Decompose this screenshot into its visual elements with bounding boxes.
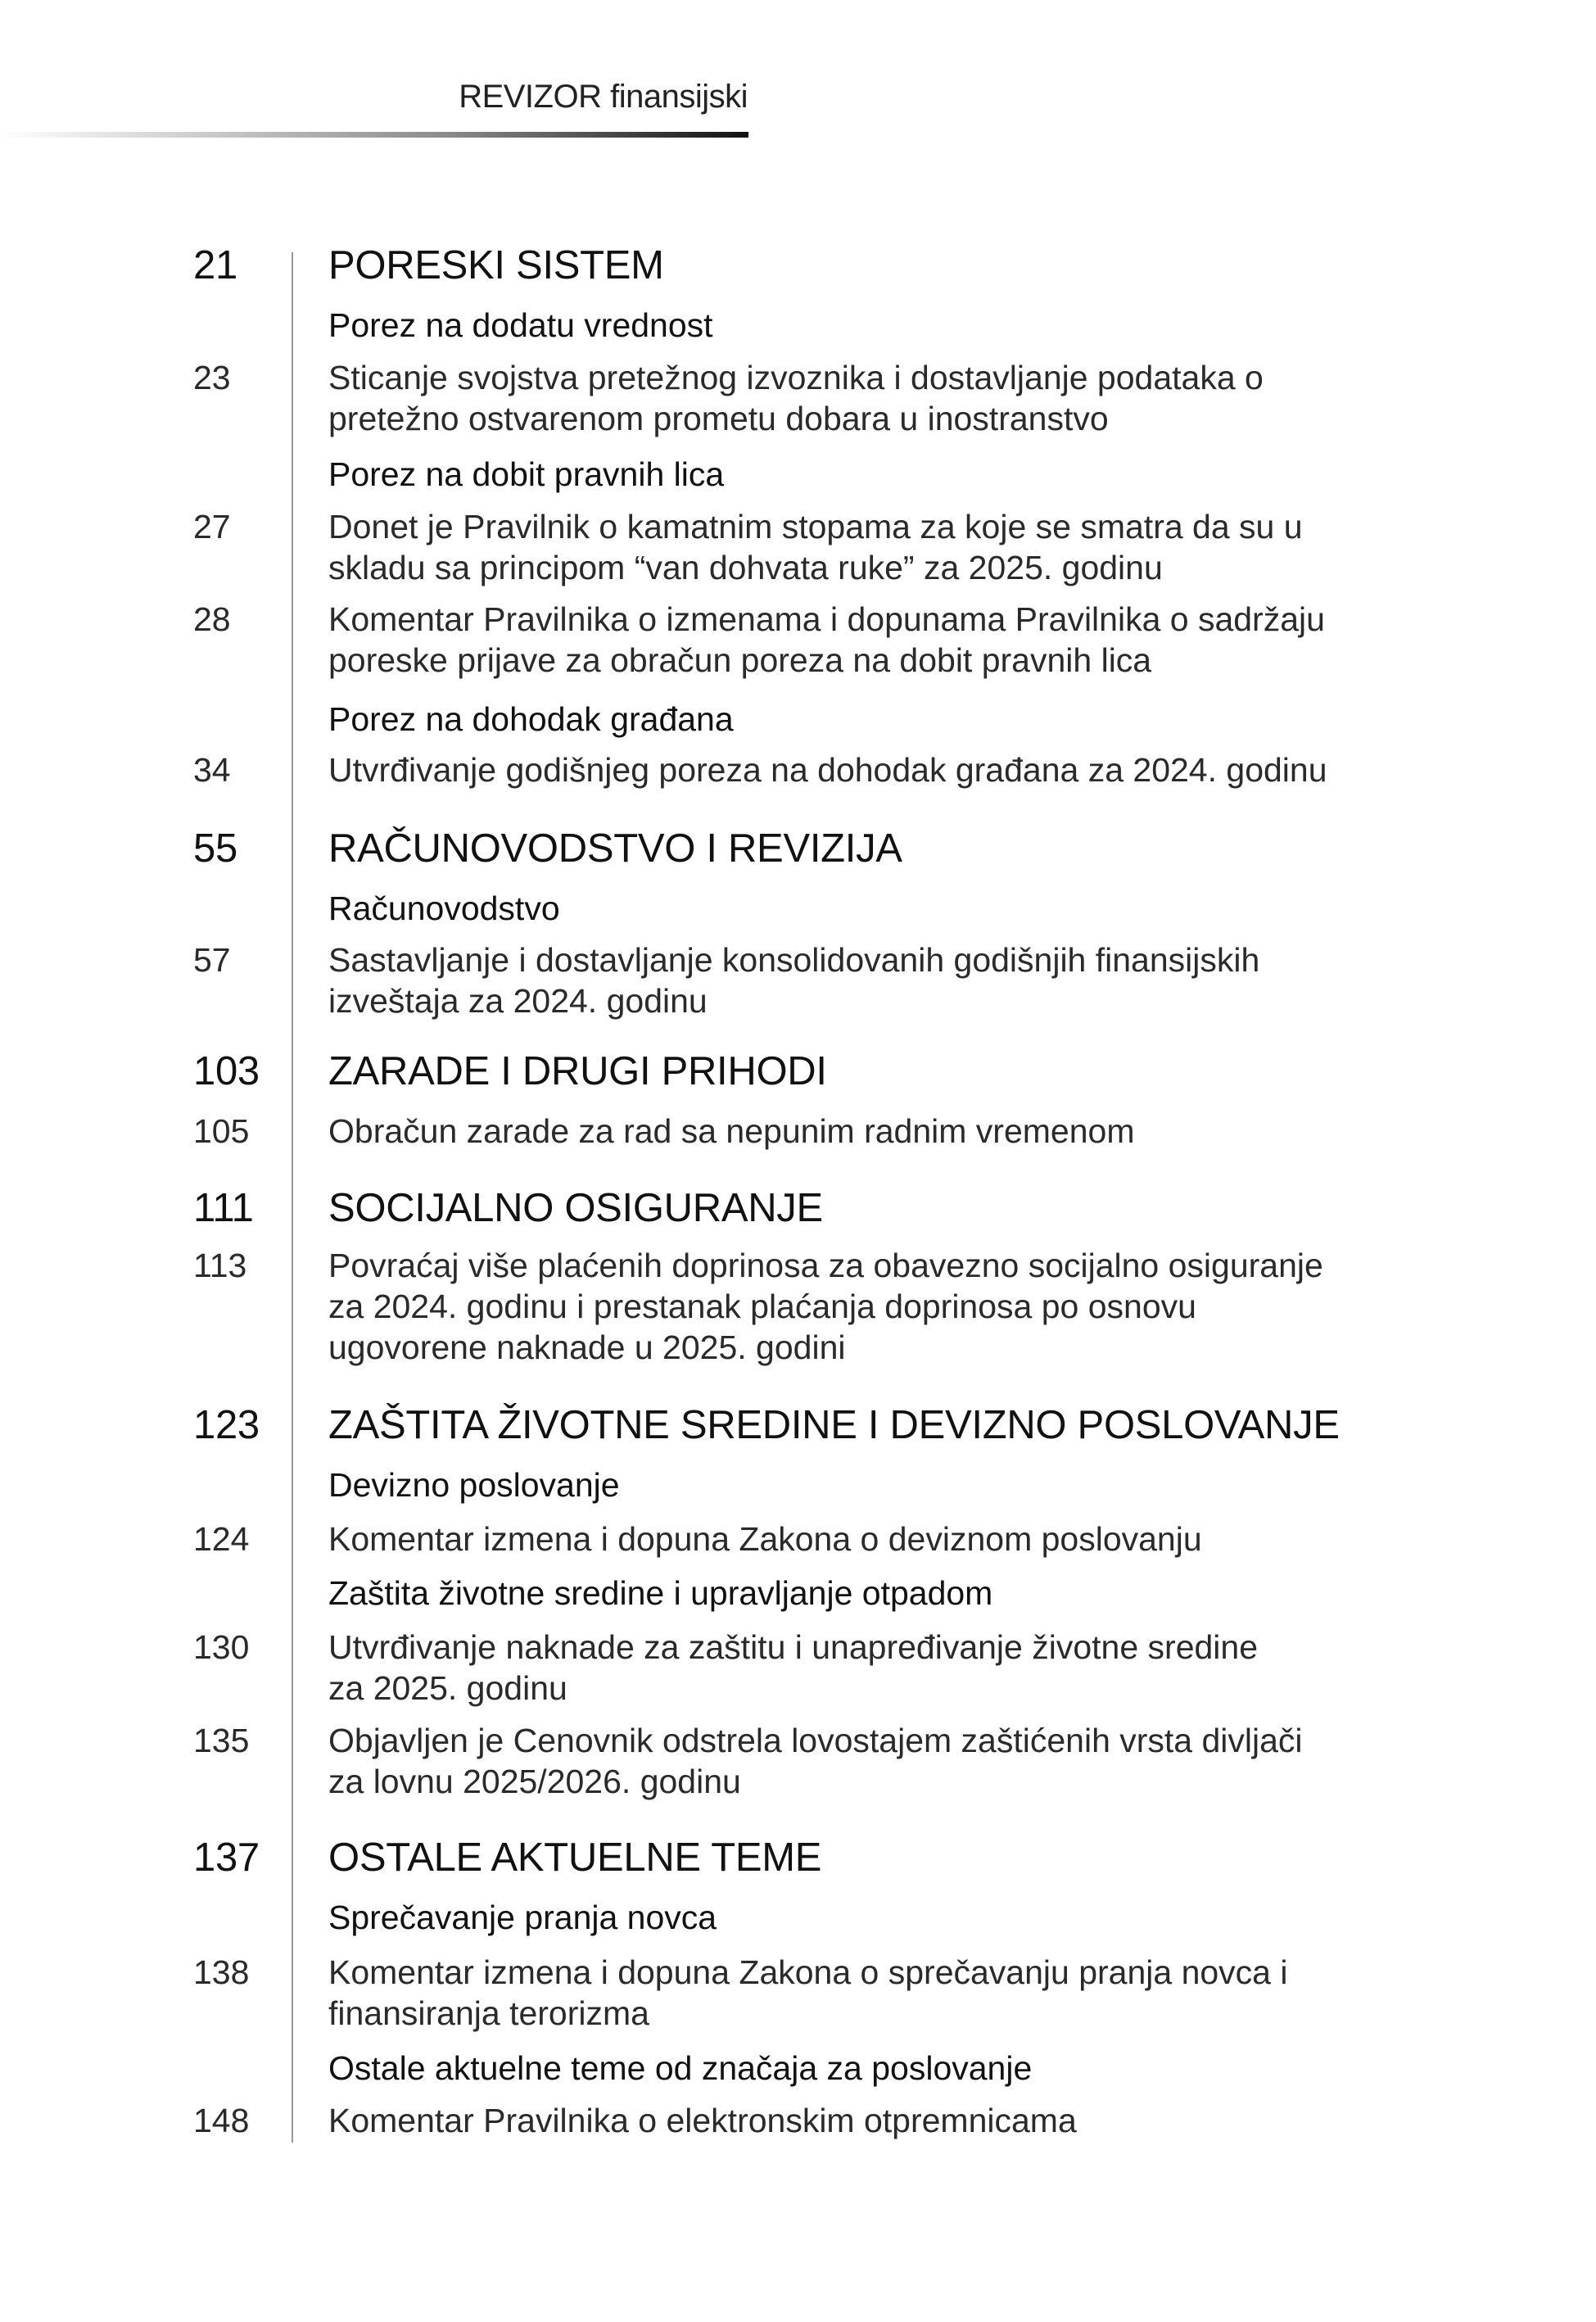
toc-page-number: 28 <box>193 600 231 638</box>
toc-article-line: Obračun zarade za rad sa nepunim radnim vremenom <box>328 1112 1135 1150</box>
toc-article-title <box>328 1952 1409 2034</box>
header-gradient-rule <box>0 132 748 138</box>
toc-subsection-title: Računovodstvo <box>328 889 560 927</box>
toc-page-number: 103 <box>193 1049 260 1093</box>
toc-article-line: ugovorene naknade u 2025. godini <box>328 1328 846 1366</box>
toc-article-line: Komentar izmena i dopuna Zakona o deviznom poslovanju <box>328 1520 1202 1558</box>
toc-article-line: poreske prijave za obračun poreza na dobit pravnih lica <box>328 641 1152 679</box>
toc-article-title <box>328 749 1409 790</box>
toc-article-title <box>328 1245 1409 1368</box>
toc-article-line: Povraćaj više plaćenih doprinosa za obavezno socijalno osiguranje <box>328 1247 1323 1284</box>
toc-page-number: 124 <box>193 1520 250 1558</box>
toc-article-line: Sastavljanje i dostavljanje konsolidovanih godišnjih finansijskih <box>328 941 1260 979</box>
toc-article-title <box>328 939 1409 1021</box>
toc-subsection-title: Ostale aktuelne teme od značaja za poslovanje <box>328 2049 1033 2087</box>
toc-article-line: pretežno ostvarenom prometu dobara u inostranstvo <box>328 400 1109 437</box>
toc-page-number: 130 <box>193 1628 250 1666</box>
toc-article-line: Utvrđivanje naknade za zaštitu i unapređivanje životne sredine <box>328 1628 1259 1666</box>
toc-article-line: skladu sa principom “van dohvata ruke” za 2025. godinu <box>328 549 1163 586</box>
toc-page-number: 137 <box>193 1835 260 1880</box>
toc-article-line: Sticanje svojstva pretežnog izvoznika i dostavljanje podataka o <box>328 359 1264 396</box>
toc-article-title <box>328 2100 1409 2141</box>
toc-page-number: 23 <box>193 359 231 396</box>
toc-article-line: Komentar Pravilnika o izmenama i dopunama Pravilnika o sadržaju <box>328 600 1325 638</box>
toc-page-number: 27 <box>193 508 231 545</box>
toc-page-number: 148 <box>193 2102 250 2139</box>
toc-article-line: Komentar izmena i dopuna Zakona o sprečavanju pranja novca i <box>328 1953 1288 1991</box>
toc-subsection-title: Porez na dohodak građana <box>328 700 734 738</box>
toc-section-title: OSTALE AKTUELNE TEME <box>328 1835 822 1880</box>
toc-page-number: 111 <box>193 1186 254 1230</box>
toc-column-divider <box>292 252 293 2143</box>
toc-article-line: za 2025. godinu <box>328 1669 567 1707</box>
toc-article-line: za lovnu 2025/2026. godinu <box>328 1763 741 1800</box>
toc-article-title <box>328 1627 1409 1709</box>
toc-section-title: RAČUNOVODSTVO I REVIZIJA <box>328 826 902 871</box>
toc-article-title <box>328 1111 1409 1152</box>
toc-article-title <box>328 599 1409 681</box>
toc-page-number: 135 <box>193 1722 250 1759</box>
toc-subsection-title: Porez na dobit pravnih lica <box>328 455 725 493</box>
toc-subsection-title: Sprečavanje pranja novca <box>328 1899 717 1936</box>
toc-page-number: 113 <box>193 1247 247 1284</box>
toc-page-number: 123 <box>193 1403 260 1447</box>
toc-article-line: za 2024. godinu i prestanak plaćanja doprinosa po osnovu <box>328 1288 1196 1325</box>
toc-page-number: 57 <box>193 941 231 979</box>
toc-page-number: 34 <box>193 751 231 789</box>
toc-page-number: 138 <box>193 1953 250 1991</box>
toc-article-title <box>328 1519 1409 1559</box>
publication-title: REVIZOR finansijski <box>459 79 748 115</box>
toc-page-number: 21 <box>193 243 237 287</box>
toc-subsection-title: Porez na dodatu vrednost <box>328 306 713 344</box>
toc-section-title: SOCIJALNO OSIGURANJE <box>328 1186 823 1230</box>
toc-article-line: izveštaja za 2024. godinu <box>328 982 708 1020</box>
toc-page-number: 105 <box>193 1112 250 1150</box>
toc-section-title: ZARADE I DRUGI PRIHODI <box>328 1049 827 1093</box>
toc-article-title <box>328 1720 1409 1802</box>
toc-subsection-title: Zaštita životne sredine i upravljanje otpadom <box>328 1574 993 1612</box>
toc-page-number: 55 <box>193 826 237 871</box>
toc-article-line: Komentar Pravilnika o elektronskim otpremnicama <box>328 2102 1077 2139</box>
toc-article-line: Objavljen je Cenovnik odstrela lovostajem zaštićenih vrsta divljači <box>328 1722 1303 1759</box>
toc-article-line: finansiranja terorizma <box>328 1994 649 2032</box>
toc-article-line: Utvrđivanje godišnjeg poreza na dohodak građana za 2024. godinu <box>328 751 1327 789</box>
toc-subsection-title: Devizno poslovanje <box>328 1466 620 1504</box>
toc-section-title: PORESKI SISTEM <box>328 243 664 287</box>
toc-article-title <box>328 506 1409 588</box>
toc-article-line: Donet je Pravilnik o kamatnim stopama za koje se smatra da su u <box>328 508 1303 545</box>
toc-article-title <box>328 357 1409 439</box>
toc-section-title: ZAŠTITA ŽIVOTNE SREDINE I DEVIZNO POSLOVANJE <box>328 1403 1340 1447</box>
